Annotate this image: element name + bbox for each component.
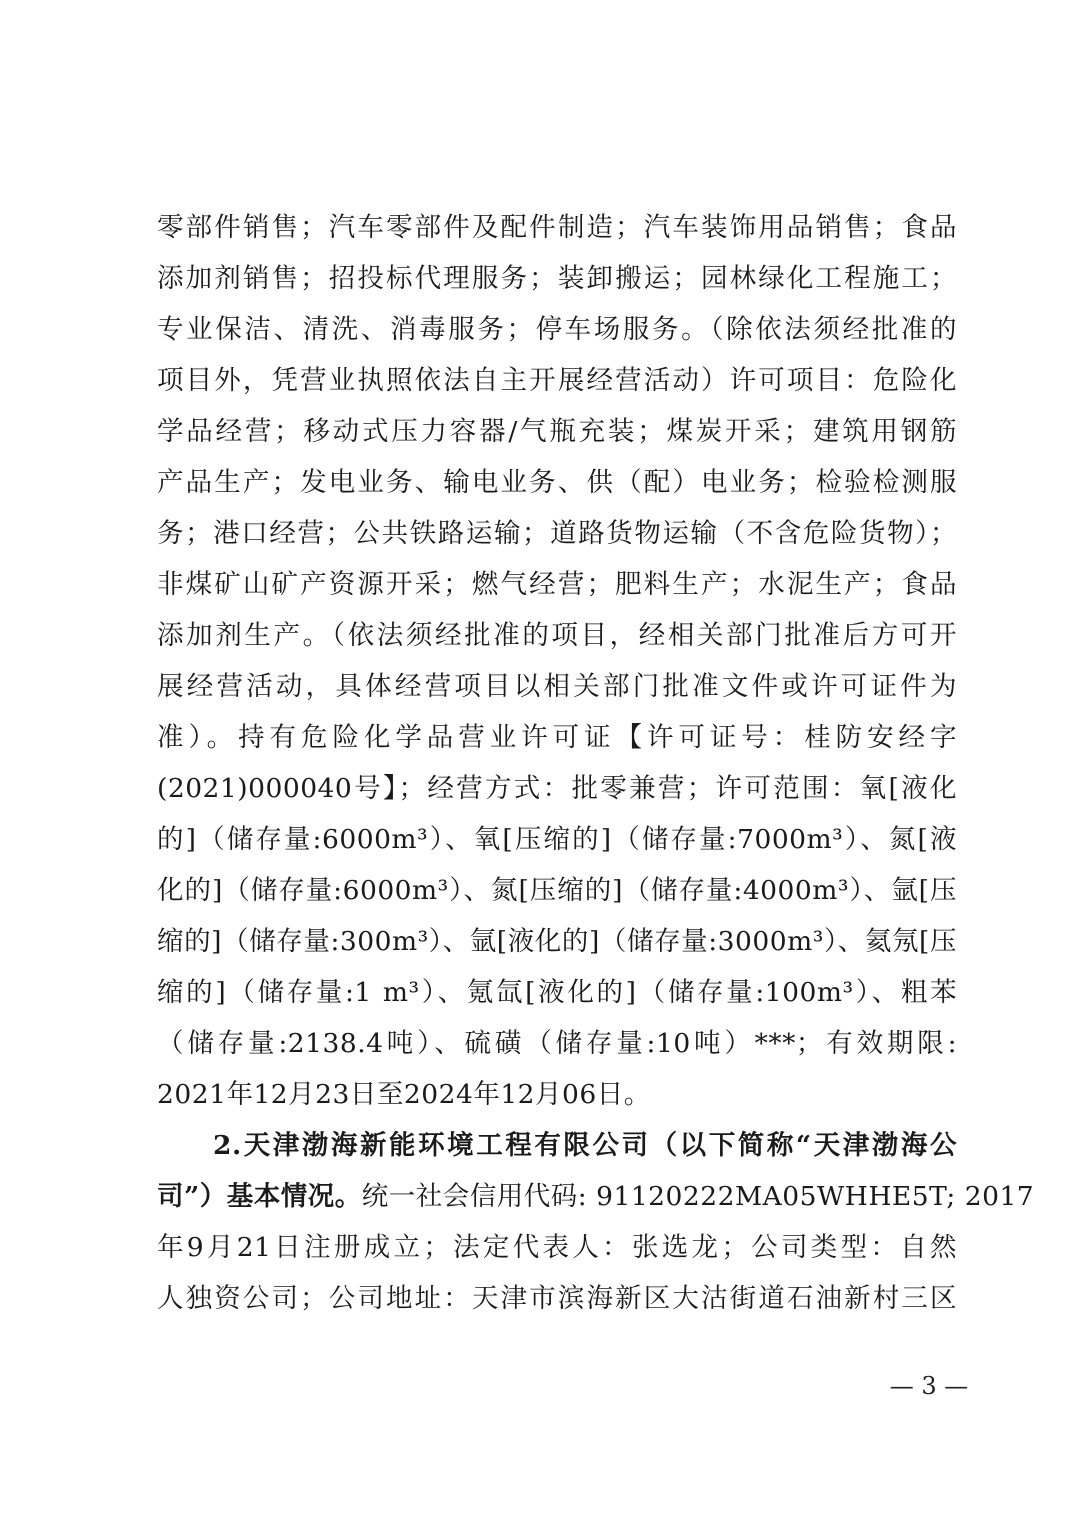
- text-line: 专业保洁、清洗、消毒服务；停车场服务。（除依法须经批准的: [157, 314, 957, 345]
- text-line: [157, 1171, 1035, 1222]
- text-line: 人独资公司；公司地址：天津市滨海新区大沽街道石油新村三区: [157, 1283, 957, 1314]
- text-line: 零部件销售；汽车零部件及配件制造；汽车装饰用品销售；食品: [157, 212, 957, 243]
- page-number: — 3 —: [889, 1372, 969, 1400]
- text-line: (2021)000040号】；经营方式：批零兼营；许可范围：氧[液化: [157, 773, 957, 804]
- text-line: 添加剂销售；招投标代理服务；装卸搬运；园林绿化工程施工；: [157, 263, 957, 294]
- text-line: 准）。持有危险化学品营业许可证【许可证号：桂防安经字: [157, 722, 957, 753]
- text-line: 产品生产；发电业务、输电业务、供（配）电业务；检验检测服: [157, 467, 957, 498]
- text-line: 年9月21日注册成立；法定代表人：张选龙；公司类型：自然: [157, 1232, 957, 1263]
- section-heading-line: 2.天津渤海新能环境工程有限公司（以下简称“天津渤海公: [213, 1130, 957, 1161]
- text-line: 化的]（储存量:6000m³）、氮[压缩的]（储存量:4000m³）、氩[压: [157, 875, 957, 906]
- text-line: 务；港口经营；公共铁路运输；道路货物运输（不含危险货物）；: [157, 518, 957, 549]
- text-line: 项目外，凭营业执照依法自主开展经营活动）许可项目：危险化: [157, 365, 957, 396]
- text-line: 缩的]（储存量:1 m³）、氪氙[液化的]（储存量:100m³）、粗苯: [157, 977, 957, 1008]
- text-line: 2021年12月23日至2024年12月06日。: [157, 1079, 651, 1110]
- text-line: 缩的]（储存量:300m³）、氩[液化的]（储存量:3000m³）、氦氖[压: [157, 926, 957, 957]
- text-line: 学品经营；移动式压力容器/气瓶充装；煤炭开采；建筑用钢筋: [157, 416, 957, 447]
- text-line: 非煤矿山矿产资源开采；燃气经营；肥料生产；水泥生产；食品: [157, 569, 957, 600]
- body-text: [157, 202, 1035, 1324]
- section-heading-end: 司”）基本情况。: [157, 1181, 362, 1212]
- text-line: （储存量:2138.4吨）、硫磺（储存量:10吨）***；有效期限:: [157, 1028, 957, 1059]
- text-line: 添加剂生产。（依法须经批准的项目，经相关部门批准后方可开: [157, 620, 957, 651]
- text-line: 的]（储存量:6000m³）、氧[压缩的]（储存量:7000m³）、氮[液: [157, 824, 957, 855]
- text-line: 展经营活动，具体经营项目以相关部门批准文件或许可证件为: [157, 671, 957, 702]
- credit-code-text: 统一社会信用代码: 91120222MA05WHHE5T; 2017: [361, 1181, 1035, 1212]
